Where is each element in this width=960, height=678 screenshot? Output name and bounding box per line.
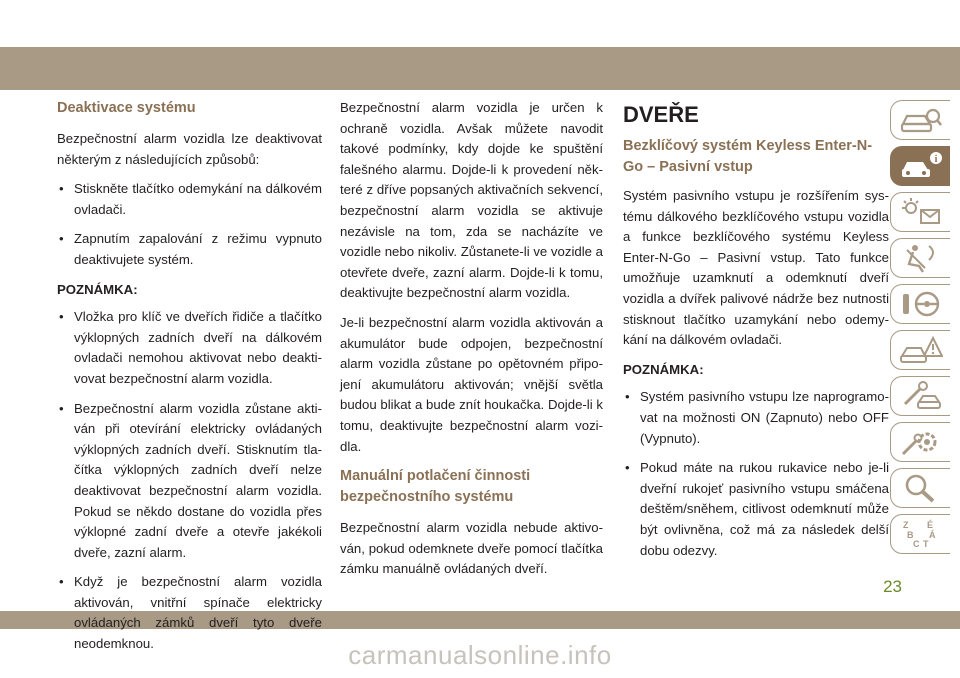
magnifier-icon: [899, 472, 943, 504]
airbag-icon: [899, 242, 943, 274]
alphabet-index-icon: [899, 518, 943, 550]
list-item: • Stiskněte tlačítko odemykání na dálkovém ovladači.: [57, 179, 322, 220]
tab-maintenance[interactable]: [890, 422, 950, 462]
car-info-icon: [899, 150, 943, 182]
list-item: • Systém pasivního vstupu lze naprogramovat na možnosti ON (Zapnuto) nebo OFF (Vypnuto).: [623, 387, 889, 449]
intro-paragraph: Bezpečnostní alarm vozidla lze deaktivovat některým z následujících způsobů:: [57, 131, 322, 167]
tab-dashboard-lights[interactable]: [890, 192, 950, 232]
tab-index[interactable]: [890, 514, 950, 554]
watermark: carmanualsonline.info: [348, 640, 612, 670]
paragraph: Je-li bezpečnostní alarm vozidla aktivován a akumulátor bude odpojen, bezpečnostní alarm vozidla zůstane po opětovném připojení akumulátoru aktivován; vnější světla budou blikat a bude znít houkačka. Dojde-li k tomu, deaktivujte bezpečnostní alarm vozidla.: [340, 314, 603, 454]
section-heading-keyless: Bezklíčový systém Keyless Enter-N-Go – Pasivní vstup: [623, 138, 873, 175]
tab-steering-wheel[interactable]: [890, 284, 950, 324]
svg-text:É: É: [927, 520, 934, 530]
list-item: • Pokud máte na rukou rukavice nebo je-li dveřní rukojeť pasivního vstupu smáčena deštěm/sněhem, citlivost odemknutí může být ovlivněna, což má za následek delší dobu odezvy.: [623, 458, 889, 561]
header-band: [0, 47, 960, 90]
chapter-heading: DVEŘE: [623, 102, 699, 127]
svg-text:Z: Z: [903, 520, 909, 530]
note-list: [57, 307, 322, 655]
list-item: • Když je bezpečnostní alarm vozidla aktivován, vnitřní spínače elektricky ovládaných zámků dveří tyto dveře neodemknou.: [57, 572, 322, 654]
tab-airbag[interactable]: [890, 238, 950, 278]
paragraph: Bezpečnostní alarm vozidla nebude aktivován, pokud odemknete dveře pomocí tlačítka zámku manuálně ovládaných dveří.: [340, 520, 603, 577]
top-margin: [0, 0, 960, 47]
section-heading-manual-override: Manuální potlačení činnosti bezpečnostního systému: [340, 468, 531, 506]
svg-text:B: B: [907, 530, 914, 540]
warning-triangle-car-icon: [899, 334, 943, 366]
deactivation-list: [57, 179, 322, 270]
list-item: • Vložka pro klíč ve dveřích řidiče a tlačítko výklopných zadních dveří na dálkovém ovladači nemohou aktivovat nebo deaktivovat bezpečnostní alarm vozidla.: [57, 307, 322, 389]
section-heading-deactivation: Deaktivace systému: [57, 100, 196, 116]
tab-search[interactable]: [890, 468, 950, 508]
list-item: • Bezpečnostní alarm vozidla zůstane aktiván při otevírání elektricky ovládaných výklopných zadních dveří. Stisknutím tlačítka výklopných zadních dveří nelze deaktivovat bezpečnostní alarm vozidla. Pokud se někdo dostane do vozidla přes výklopné zadní dveře a otevře jakékoli dveře, zazní alarm.: [57, 399, 322, 564]
note-list: [623, 387, 889, 561]
wrench-gear-icon: [899, 426, 943, 458]
list-item: • Zapnutím zapalování z režimu vypnuto deaktivujete systém.: [57, 229, 322, 270]
note-heading: POZNÁMKA:: [623, 361, 704, 377]
page-number: 23: [883, 577, 902, 596]
column-middle: [340, 98, 603, 589]
paragraph: Bezpečnostní alarm vozidla je určen k ochraně vozidla. Avšak můžete navodit takové podmínky, kdy dojde ke spuštění falešného alarmu. Dojde-li k provedení některé z dříve popsaných aktivačních sekvencí, bezpečnostní alarm vozidla se aktivuje nezávisle na tom, zda se nacházíte ve vozidle nebo nikoliv. Zůstanete-li ve vozidle a otevřete dveře, zazní alarm. Dojde-li k tomu, deaktivujte bezpečnostní alarm vozidla.: [340, 100, 603, 301]
steering-wheel-icon: [899, 288, 943, 320]
paragraph: Systém pasivního vstupu je rozšířením systému dálkového bezklíčového vstupu vozidla a funkce bezklíčového systému Keyless Enter-N-Go – Pasivní vstup. Tato funkce umožňuje uzamknutí a odemknutí dveří vozidla a dvířek palivové nádrže bez nutnosti stisknout tlačítko uzamykání nebo odemykání na dálkovém ovladači.: [623, 188, 889, 348]
column-right: [623, 98, 889, 570]
chapter-tabs: [890, 100, 960, 560]
tab-warning[interactable]: [890, 330, 950, 370]
note-heading: POZNÁMKA:: [57, 281, 138, 297]
tab-service[interactable]: [890, 376, 950, 416]
svg-text:i: i: [934, 154, 938, 165]
svg-text:C: C: [913, 539, 920, 549]
svg-text:T: T: [923, 539, 929, 549]
tab-car-search[interactable]: [890, 100, 950, 140]
dashboard-lights-icon: [899, 196, 943, 228]
wrench-car-icon: [899, 380, 943, 412]
tab-car-info[interactable]: [890, 146, 950, 186]
car-search-icon: [899, 104, 943, 136]
column-left: [57, 98, 322, 664]
svg-text:Á: Á: [929, 530, 936, 540]
